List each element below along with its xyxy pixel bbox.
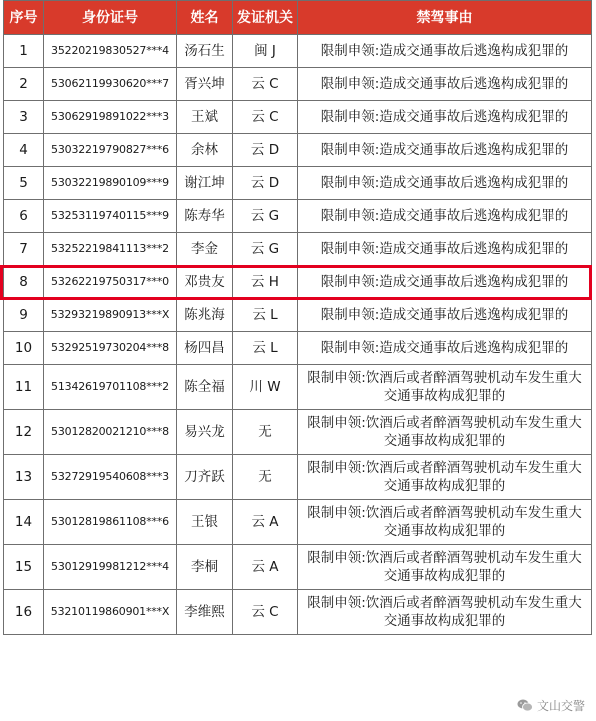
cell-issuing-office: 云 D (233, 134, 298, 167)
cell-issuing-office: 云 C (233, 101, 298, 134)
table-row (4, 545, 592, 590)
cell-issuing-office: 云 D (233, 167, 298, 200)
cell-issuing-office: 云 A (233, 545, 298, 590)
table-row (4, 410, 592, 455)
cell-name: 刀齐跃 (177, 455, 233, 500)
cell-name: 谢江坤 (177, 167, 233, 200)
cell-ban-reason: 限制申领:造成交通事故后逃逸构成犯罪的 (298, 200, 592, 233)
table-row (4, 134, 592, 167)
cell-serial: 16 (4, 590, 44, 635)
cell-serial: 2 (4, 68, 44, 101)
cell-id-number: 53293219890913***X (44, 299, 177, 332)
table-row (4, 500, 592, 545)
cell-serial: 4 (4, 134, 44, 167)
table-row (4, 365, 592, 410)
cell-ban-reason: 限制申领:饮酒后或者醉酒驾驶机动车发生重大交通事故构成犯罪的 (298, 545, 592, 590)
cell-issuing-office: 无 (233, 410, 298, 455)
cell-name: 易兴龙 (177, 410, 233, 455)
table-row (4, 35, 592, 68)
cell-ban-reason: 限制申领:造成交通事故后逃逸构成犯罪的 (298, 299, 592, 332)
cell-ban-reason: 限制申领:造成交通事故后逃逸构成犯罪的 (298, 167, 592, 200)
table-row (4, 455, 592, 500)
ban-list-table (3, 0, 592, 635)
table-row (4, 299, 592, 332)
cell-issuing-office: 云 G (233, 233, 298, 266)
cell-id-number: 53012819861108***6 (44, 500, 177, 545)
cell-ban-reason: 限制申领:造成交通事故后逃逸构成犯罪的 (298, 134, 592, 167)
cell-name: 杨四昌 (177, 332, 233, 365)
table-row (4, 590, 592, 635)
table-header-row (4, 1, 592, 35)
table-row (4, 332, 592, 365)
cell-issuing-office: 川 W (233, 365, 298, 410)
cell-name: 余林 (177, 134, 233, 167)
wechat-icon (517, 699, 533, 712)
table-row (4, 233, 592, 266)
cell-issuing-office: 云 A (233, 500, 298, 545)
cell-name: 汤石生 (177, 35, 233, 68)
cell-ban-reason: 限制申领:造成交通事故后逃逸构成犯罪的 (298, 332, 592, 365)
cell-ban-reason: 限制申领:饮酒后或者醉酒驾驶机动车发生重大交通事故构成犯罪的 (298, 590, 592, 635)
header-name: 姓名 (177, 1, 233, 35)
cell-issuing-office: 闽 J (233, 35, 298, 68)
cell-ban-reason: 限制申领:造成交通事故后逃逸构成犯罪的 (298, 266, 592, 299)
cell-name: 陈全福 (177, 365, 233, 410)
cell-ban-reason: 限制申领:造成交通事故后逃逸构成犯罪的 (298, 101, 592, 134)
cell-id-number: 53012820021210***8 (44, 410, 177, 455)
cell-serial: 12 (4, 410, 44, 455)
cell-name: 王斌 (177, 101, 233, 134)
cell-id-number: 53253119740115***9 (44, 200, 177, 233)
cell-serial: 15 (4, 545, 44, 590)
cell-name: 邓贵友 (177, 266, 233, 299)
cell-issuing-office: 云 H (233, 266, 298, 299)
cell-issuing-office: 云 L (233, 332, 298, 365)
cell-name: 王银 (177, 500, 233, 545)
cell-serial: 6 (4, 200, 44, 233)
cell-name: 李维熙 (177, 590, 233, 635)
cell-name: 李金 (177, 233, 233, 266)
table-row (4, 68, 592, 101)
cell-id-number: 51342619701108***2 (44, 365, 177, 410)
cell-name: 陈兆海 (177, 299, 233, 332)
cell-ban-reason: 限制申领:造成交通事故后逃逸构成犯罪的 (298, 35, 592, 68)
header-issuing-office: 发证机关 (233, 1, 298, 35)
header-serial: 序号 (4, 1, 44, 35)
cell-id-number: 53252219841113***2 (44, 233, 177, 266)
cell-ban-reason: 限制申领:饮酒后或者醉酒驾驶机动车发生重大交通事故构成犯罪的 (298, 365, 592, 410)
cell-serial: 13 (4, 455, 44, 500)
cell-serial: 11 (4, 365, 44, 410)
watermark (514, 696, 588, 715)
cell-id-number: 53062119930620***7 (44, 68, 177, 101)
cell-id-number: 53292519730204***8 (44, 332, 177, 365)
cell-serial: 9 (4, 299, 44, 332)
cell-serial: 7 (4, 233, 44, 266)
cell-serial: 8 (4, 266, 44, 299)
header-id-number: 身份证号 (44, 1, 177, 35)
cell-issuing-office: 云 C (233, 68, 298, 101)
table-row (4, 101, 592, 134)
cell-id-number: 53032219790827***6 (44, 134, 177, 167)
cell-id-number: 53012919981212***4 (44, 545, 177, 590)
cell-issuing-office: 云 C (233, 590, 298, 635)
cell-id-number: 35220219830527***4 (44, 35, 177, 68)
cell-id-number: 53062919891022***3 (44, 101, 177, 134)
watermark-text: 文山交警 (536, 699, 585, 713)
cell-ban-reason: 限制申领:饮酒后或者醉酒驾驶机动车发生重大交通事故构成犯罪的 (298, 455, 592, 500)
cell-id-number: 53210119860901***X (44, 590, 177, 635)
cell-ban-reason: 限制申领:饮酒后或者醉酒驾驶机动车发生重大交通事故构成犯罪的 (298, 410, 592, 455)
cell-id-number: 53262219750317***0 (44, 266, 177, 299)
cell-serial: 5 (4, 167, 44, 200)
cell-ban-reason: 限制申领:饮酒后或者醉酒驾驶机动车发生重大交通事故构成犯罪的 (298, 500, 592, 545)
cell-issuing-office: 云 G (233, 200, 298, 233)
cell-name: 陈寿华 (177, 200, 233, 233)
cell-id-number: 53272919540608***3 (44, 455, 177, 500)
cell-serial: 3 (4, 101, 44, 134)
cell-serial: 1 (4, 35, 44, 68)
cell-issuing-office: 无 (233, 455, 298, 500)
table-row (4, 167, 592, 200)
table-row (4, 266, 592, 299)
cell-name: 胥兴坤 (177, 68, 233, 101)
cell-serial: 14 (4, 500, 44, 545)
cell-ban-reason: 限制申领:造成交通事故后逃逸构成犯罪的 (298, 68, 592, 101)
cell-ban-reason: 限制申领:造成交通事故后逃逸构成犯罪的 (298, 233, 592, 266)
ban-list-table-container (3, 0, 591, 635)
cell-serial: 10 (4, 332, 44, 365)
cell-id-number: 53032219890109***9 (44, 167, 177, 200)
header-ban-reason: 禁驾事由 (298, 1, 592, 35)
cell-issuing-office: 云 L (233, 299, 298, 332)
table-row (4, 200, 592, 233)
cell-name: 李桐 (177, 545, 233, 590)
